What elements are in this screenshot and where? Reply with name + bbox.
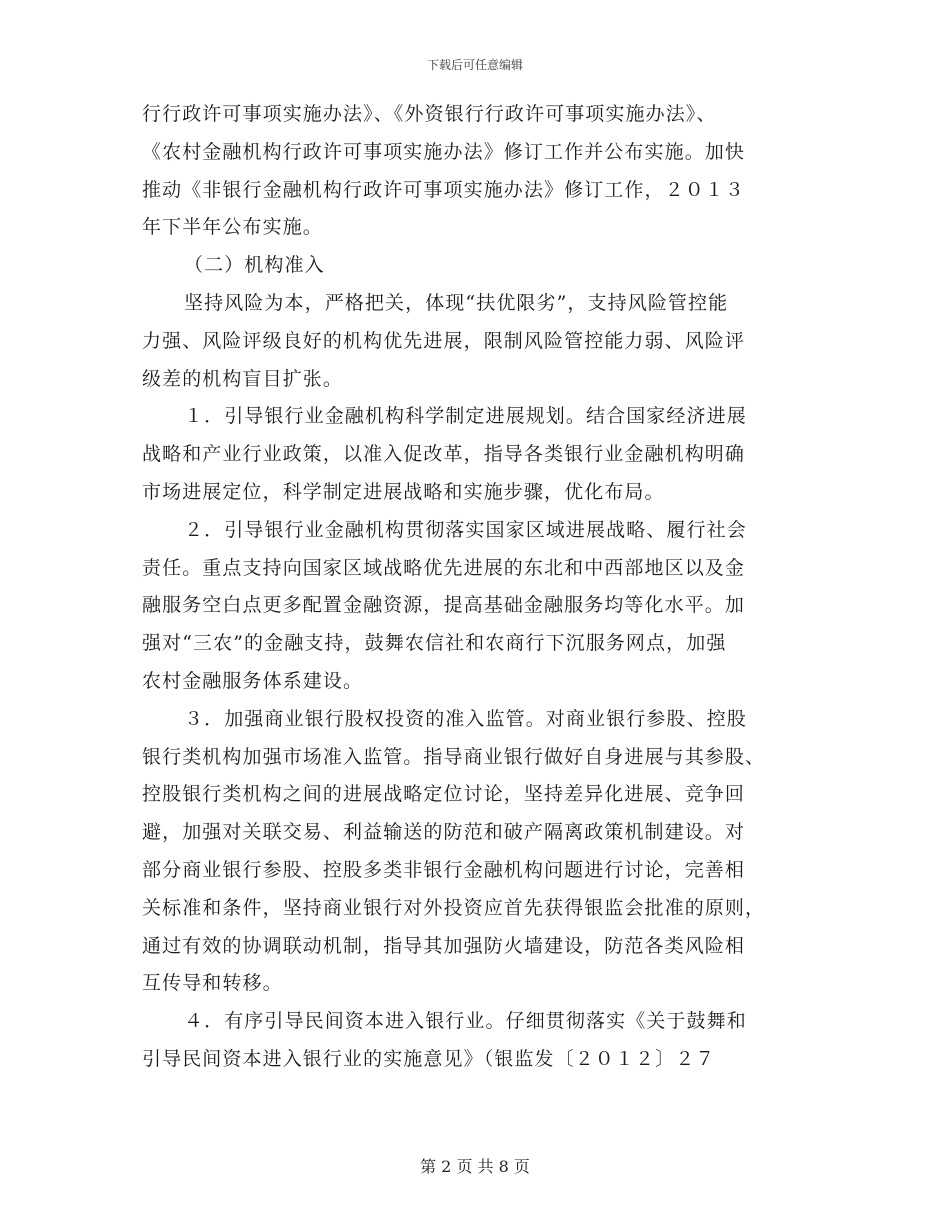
page-header: 下载后可任意编辑 [426,58,523,72]
text-line: 农村金融服务体系建设。 [142,669,364,692]
text-line: 引导民间资本进入银行业的实施意见》（银监发〔２０１２〕２７ [142,1047,716,1070]
text-line: 通过有效的协调联动机制，指导其加强防火墙建设，防范各类风险相 [142,934,746,957]
text-line: 推动《非银行金融机构行政许可事项实施办法》修订工作，２０１３ [142,178,746,201]
text-line: 部分商业银行参股、控股多类非银行金融机构问题进行讨论，完善相 [142,858,746,881]
text-line: 年下半年公布实施。 [142,216,323,239]
text-line: １．引导银行业金融机构科学制定进展规划。结合国家经济进展 [184,405,747,428]
text-line: 力强、风险评级良好的机构优先进展，限制风险管控能力弱、风险评 [142,329,746,352]
text-line: 行行政许可事项实施办法》、《外资银行行政许可事项实施办法》、 [142,103,717,125]
text-line: 战略和产业行业政策，以准入促改革，指导各类银行业金融机构明确 [142,443,746,466]
text-line: 级差的机构盲目扩张。 [142,367,344,390]
text-line: 责任。重点支持向国家区域战略优先进展的东北和中西部地区以及金 [142,556,746,579]
text-line: 强对“三农”的金融支持，鼓舞农信社和农商行下沉服务网点，加强 [142,632,727,655]
text-line: ３．加强商业银行股权投资的准入监管。对商业银行参股、控股 [184,707,747,730]
text-line: 坚持风险为本，严格把关，体现“扶优限劣”，支持风险管控能 [184,291,729,314]
text-line: 避，加强对关联交易、利益输送的防范和破产隔离政策机制建设。对 [142,821,746,844]
text-line: 关标准和条件，坚持商业银行对外投资应首先获得银监会批准的原则， [142,896,766,919]
text-line: ４．有序引导民间资本进入银行业。仔细贯彻落实《关于鼓舞和 [184,1010,747,1033]
text-line: 市场进展定位，科学制定进展战略和实施步骤，优化布局。 [142,480,665,503]
text-line: 银行类机构加强市场准入监管。指导商业银行做好自身进展与其参股、 [142,745,766,768]
document-body [142,96,812,1079]
page-footer: 第 2 页 共 8 页 [420,1157,530,1176]
text-line: 《农村金融机构行政许可事项实施办法》修订工作并公布实施。加快 [142,140,746,163]
text-line: （二）机构准入 [184,254,325,277]
text-line: 控股银行类机构之间的进展战略定位讨论，坚持差异化进展、竞争回 [142,783,746,806]
text-line: 互传导和转移。 [142,972,283,995]
text-line: ２．引导银行业金融机构贯彻落实国家区域进展战略、履行社会 [184,518,747,541]
text-line: 融服务空白点更多配置金融资源，提高基础金融服务均等化水平。加 [142,594,746,617]
